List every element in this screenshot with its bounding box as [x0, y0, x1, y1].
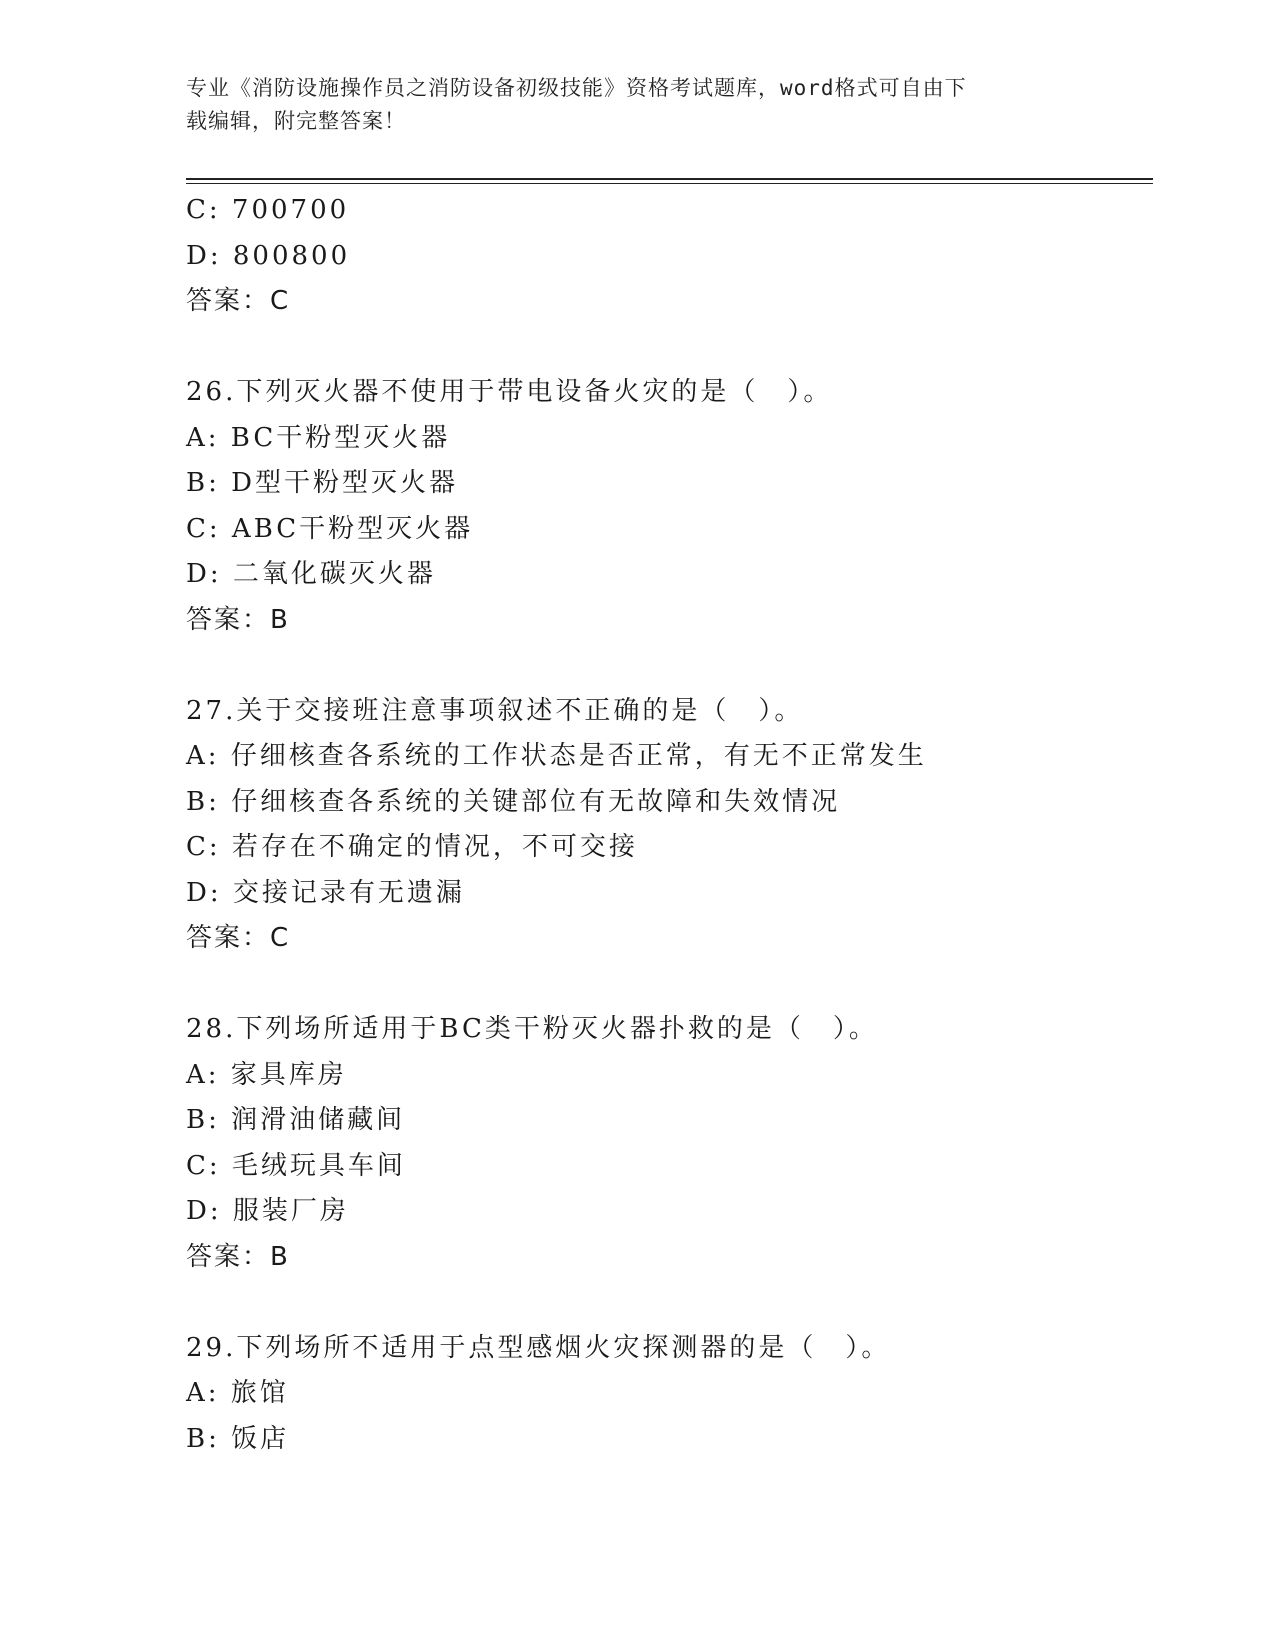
option-d: D: 服装厂房	[186, 1196, 349, 1226]
option-c: C: ABC干粉型灭火器	[186, 513, 474, 544]
document-header	[186, 72, 1086, 138]
header-line-1: 专业《消防设施操作员之消防设备初级技能》资格考试题库，word格式可自由下	[186, 76, 967, 100]
question-stem: 29.下列场所不适用于点型感烟火灾探测器的是（ ）。	[186, 1332, 891, 1363]
option-c: C: 700700	[186, 195, 350, 225]
option-a: A: 旅馆	[186, 1378, 289, 1408]
spacer	[186, 325, 1146, 371]
option-a: A: 家具库房	[186, 1059, 347, 1090]
header-divider-thin	[186, 183, 1153, 184]
previous-question-tail	[186, 188, 1146, 325]
option-b: B: 仔细核查各系统的关键部位有无故障和失效情况	[186, 786, 841, 817]
option-b: B: D型干粉型灭火器	[186, 468, 458, 498]
question-list	[186, 188, 1146, 1462]
answer-line: 答案：B	[186, 604, 290, 635]
option-b: B: 润滑油储藏间	[186, 1105, 406, 1135]
question-stem: 28.下列场所适用于BC类干粉灭火器扑救的是（ ）。	[186, 1014, 878, 1044]
answer-line: 答案：C	[186, 286, 291, 316]
option-d: D: 800800	[186, 240, 351, 271]
question-stem: 27.关于交接班注意事项叙述不正确的是（ ）。	[186, 695, 804, 726]
question-29	[186, 1326, 1146, 1463]
spacer	[186, 962, 1146, 1008]
question-27	[186, 689, 1146, 962]
spacer	[186, 643, 1146, 689]
option-a: A: BC干粉型灭火器	[186, 422, 451, 453]
answer-line: 答案：B	[186, 1241, 290, 1272]
header-divider-thick	[186, 178, 1153, 180]
question-28	[186, 1007, 1146, 1280]
option-a: A: 仔细核查各系统的工作状态是否正常，有无不正常发生	[186, 741, 927, 771]
question-stem: 26.下列灭火器不使用于带电设备火灾的是（ ）。	[186, 377, 833, 407]
option-d: D: 交接记录有无遗漏	[186, 877, 465, 908]
option-b: B: 饭店	[186, 1423, 290, 1454]
question-26	[186, 370, 1146, 643]
header-line-2: 载编辑，附完整答案！	[186, 109, 406, 133]
option-c: C: 毛绒玩具车间	[186, 1150, 406, 1181]
spacer	[186, 1280, 1146, 1326]
option-c: C: 若存在不确定的情况，不可交接	[186, 832, 638, 862]
answer-line: 答案：C	[186, 923, 291, 953]
option-d: D: 二氧化碳灭火器	[186, 559, 436, 589]
